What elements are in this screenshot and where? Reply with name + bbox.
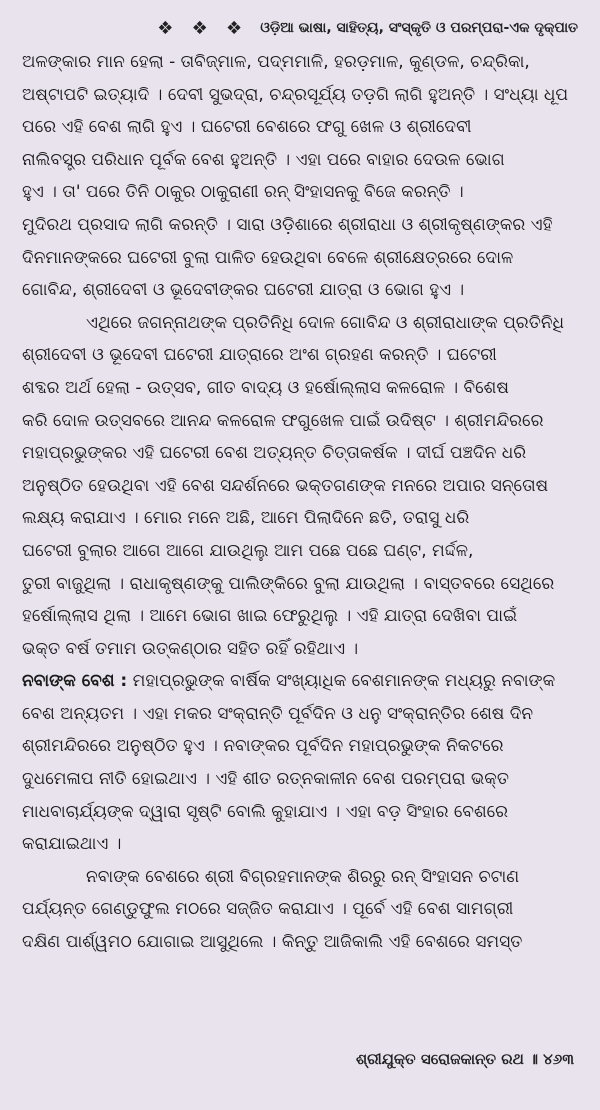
text-line: ହୁଏ । ତା' ପରେ ତିନି ଠାକୁର ଠାକୁରାଣୀ ରନ୍ ସିଂହାସନକୁ ବିଜେ କରନ୍ତି । bbox=[22, 182, 464, 203]
text-line: ଘଟେରୀ ବୁଲାର ଆଗେ ଆଗେ ଯାଉଥିଲୁ ଆମ ପଛେ ପଛେ ଘଣ୍ଟ, ମର୍ଦ୍ଦଳ, bbox=[22, 540, 474, 561]
text-span: ମହାପ୍ରଭୁଙ୍କ ବାର୍ଷିକ ସଂଖ୍ୟାଧିକ ବେଶମାନଙ୍କ ମଧ୍ୟରୁ ନବାଙ୍କ bbox=[132, 671, 556, 692]
text-line: କରାଯାଇଥାଏ । bbox=[22, 834, 122, 855]
text-line bbox=[22, 665, 578, 698]
text-line: ଶବ୍ଦର ଅର୍ଥ ହେଲା - ଉତ୍ସବ, ଗୀତ ବାଦ୍ୟ ଓ ହର୍ଷୋଲ୍ଲାସ କଳରୋଳ । ବିଶେଷ bbox=[22, 377, 509, 398]
page-footer: ଶ୍ରୀଯୁକ୍ତ ସରୋଜକାନ୍ତ ରଥ ॥ ୪୬୩ bbox=[356, 1050, 574, 1068]
text-line: ଦୁଧମେଳାପ ନୀତି ହୋଇଥାଏ । ଏହି ଶୀତ ରତ୍ନକାଳୀନ ବେଶ ପରମ୍ପରା ଭକ୍ତ bbox=[22, 769, 509, 790]
text-line: ଏଥିରେ ଜଗନ୍ନାଥଙ୍କ ପ୍ରତିନିଧି ଦୋଳ ଗୋବିନ୍ଦ ଓ ଶ୍ରୀରାଧାଙ୍କ ପ୍ରତିନିଧି bbox=[86, 312, 565, 333]
text-line: ମାଧବାଚାର୍ଯ୍ୟଙ୍କ ଦ୍ୱାରା ସୃଷ୍ଟି ବୋଲି କୁହାଯାଏ । ଏହା ବଡ଼ ସିଂହାର ବେଶରେ bbox=[22, 801, 509, 822]
ornament-icon: ❖ ❖ ❖ bbox=[157, 17, 249, 39]
text-line: ଶ୍ରୀଦେବୀ ଓ ଭୂଦେବୀ ଘଟେରୀ ଯାତ୍ରାରେ ଅଂଶ ଗ୍ରହଣ କରନ୍ତି । ଘଟେରୀ bbox=[22, 345, 497, 366]
text-line: ଶ୍ରୀମନ୍ଦିରରେ ଅନୁଷ୍ଠିତ ହୁଏ । ନବାଙ୍କର ପୂର୍ବଦିନ ମହାପ୍ରଭୁଙ୍କ ନିକଟରେ bbox=[22, 736, 504, 757]
text-line: କରି ଦୋଳ ଉତ୍ସବରେ ଆନନ୍ଦ କଳରୋଳ ଫଗୁଖେଳ ପାଇଁ ଉଦିଷ୍ଟ । ଶ୍ରୀମନ୍ଦିରରେ bbox=[22, 410, 544, 431]
text-line: ଦକ୍ଷିଣ ପାର୍ଶ୍ୱମଠ ଯୋଗାଇ ଆସୁଥିଲେ । କିନ୍ତୁ ଆଜିକାଲି ଏହି ବେଶରେ ସମସ୍ତ bbox=[22, 932, 523, 953]
text-line: ବେଶ ଅନ୍ୟତମ । ଏହା ମକର ସଂକ୍ରାନ୍ତି ପୂର୍ବଦିନ ଓ ଧନୁ ସଂକ୍ରାନ୍ତିର ଶେଷ ଦିନ bbox=[22, 703, 534, 724]
section-heading: ନବାଙ୍କ ବେଶ : bbox=[22, 671, 128, 692]
text-line: ପର୍ଯ୍ୟନ୍ତ ଗେଣ୍ଡୁଫୁଲ ମଠରେ ସଜ୍ଜିତ କରାଯାଏ । ପୂର୍ବେ ଏହି ବେଶ ସାମଗ୍ରୀ bbox=[22, 899, 514, 920]
text-line: ମୁଦିରଥ ପ୍ରସାଦ ଲାଗି କରନ୍ତି । ସାରା ଓଡ଼ିଶାରେ ଶ୍ରୀରାଧା ଓ ଶ୍ରୀକୃଷ୍ଣଙ୍କର ଏହି bbox=[22, 214, 553, 235]
text-line: ଦିନମାନଙ୍କରେ ଘଟେରୀ ବୁଲା ପାଳିତ ହେଉଥିବା ବେଳେ ଶ୍ରୀକ୍ଷେତ୍ରରେ ଦୋଳ bbox=[22, 247, 514, 268]
text-line: ଭକ୍ତ ବର୍ଷ ତମାମ ଉତ୍କଣ୍ଠାର ସହିତ ରହିଁ ରହିଥାଏ । bbox=[22, 638, 359, 659]
text-line: ତୁରୀ ବାଜୁଥିଲା । ରାଧାକୃଷ୍ଣଙ୍କୁ ପାଲିଙ୍କିରେ ବୁଲା ଯାଉଥିଲା । ବାସ୍ତବରେ ସେଥିରେ bbox=[22, 573, 555, 594]
text-line: ମହାପ୍ରଭୁଙ୍କର ଏହି ଘଟେରୀ ବେଶ ଅତ୍ୟନ୍ତ ଚିତ୍ତାକର୍ଷକ । ଦୀର୍ଘ ପଞ୍ଚଦିନ ଧରି bbox=[22, 443, 527, 464]
body-text bbox=[22, 46, 578, 959]
running-header bbox=[22, 14, 578, 42]
text-line: ଲକ୍ଷ୍ୟ କରାଯାଏ । ମୋର ମନେ ଅଛି, ଆମେ ପିଲାଦିନେ ଛତି, ତରାସୁ ଧରି bbox=[22, 508, 470, 529]
header-title: ଓଡ଼ିଆ ଭାଷା, ସାହିତ୍ୟ, ସଂସ୍କୃତି ଓ ପରମ୍ପରା-ଏକ ଦୃକ୍‌ପାତ bbox=[260, 20, 578, 36]
text-line: ଗୋବିନ୍ଦ, ଶ୍ରୀଦେବୀ ଓ ଭୂଦେବୀଙ୍କର ଘଟେରୀ ଯାତ୍ରା ଓ ଭୋଗ ହୁଏ । bbox=[22, 280, 465, 301]
text-line: ଅଳଙ୍କାର ମାନ ହେଲା - ତାବିଜ୍‌ମାଳ, ପଦ୍ମମାଳି, ହରଡ଼ମାଳ, କୁଣ୍ଡଳ, ଚନ୍ଦ୍ରିକା, bbox=[22, 52, 530, 72]
text-line: ଅଷ୍ଟାପଟି ଇତ୍ୟାଦି । ଦେବୀ ସୁଭଦ୍ରା, ଚନ୍ଦ୍ରସୂର୍ଯ୍ୟ ତଡ଼ଗି ଲାଗି ହୁଅନ୍ତି । ସଂଧ୍ୟା ଧୂପ bbox=[22, 84, 569, 105]
text-line: ନବାଙ୍କ ବେଶରେ ଶ୍ରୀ ବିଗ୍ରହମାନଙ୍କ ଶିରରୁ ରନ୍ ସିଂହାସନ ଚଟାଣ bbox=[86, 866, 520, 887]
text-line: ଅନୁଷ୍ଠିତ ହେଉଥିବା ଏହି ବେଶ ସନ୍ଦର୍ଶନରେ ଭକ୍ତଗଣଙ୍କ ମନରେ ଅପାର ସନ୍ତୋଷ bbox=[22, 475, 549, 496]
text-line: ହର୍ଷୋଲ୍ଲାସ ଥିଲା । ଆମେ ଭୋଗ ଖାଇ ଫେରୁଥିଲୁ । ଏହି ଯାତ୍ରା ଦେଖିବା ପାଇଁ bbox=[22, 606, 518, 627]
text-line: ନାଲିବସ୍ତ୍ର ପରିଧାନ ପୂର୍ବକ ବେଶ ହୁଅନ୍ତି । ଏହା ପରେ ବାହାର ଦେଉଳ ଭୋଗ bbox=[22, 149, 505, 170]
text-line: ପରେ ଏହି ବେଶ ଲାଗି ହୁଏ । ଘଟେରୀ ବେଶରେ ଫଗୁ ଖେଳ ଓ ଶ୍ରୀଦେବୀ bbox=[22, 117, 472, 138]
